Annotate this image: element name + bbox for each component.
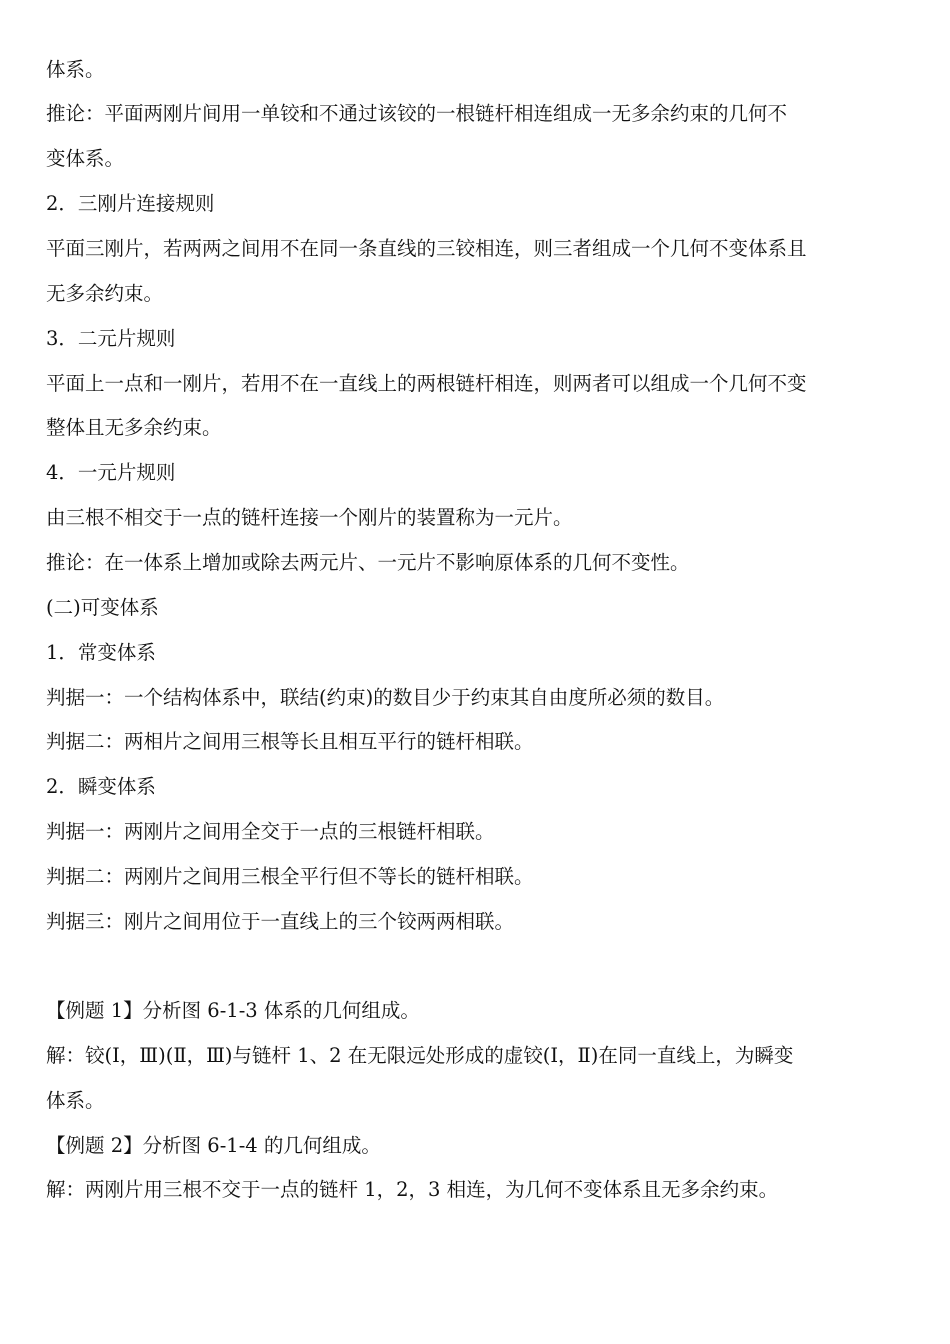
example-heading: 【例题 2】分析图 6-1-4 的几何组成。 — [46, 1134, 381, 1157]
section-heading: 3．二元片规则 — [46, 327, 176, 350]
example-heading: 【例题 1】分析图 6-1-3 体系的几何组成。 — [46, 999, 420, 1022]
text-line: 体系。 — [46, 58, 105, 81]
text-line: 体系。 — [46, 1089, 105, 1112]
text-line: 判据二：两刚片之间用三根全平行但不等长的链杆相联。 — [46, 865, 534, 888]
section-heading: 4．一元片规则 — [46, 461, 176, 484]
text-line: 解：铰(Ⅰ，Ⅲ)(Ⅱ，Ⅲ)与链杆 1、2 在无限远处形成的虚铰(Ⅰ，Ⅱ)在同一直线上，为瞬变 — [46, 1044, 794, 1067]
text-line: 无多余约束。 — [46, 282, 164, 305]
text-line: 推论：在一体系上增加或除去两元片、一元片不影响原体系的几何不变性。 — [46, 551, 690, 574]
text-line: 平面上一点和一刚片，若用不在一直线上的两根链杆相连，则两者可以组成一个几何不变 — [46, 372, 807, 395]
text-line: 判据二：两相片之间用三根等长且相互平行的链杆相联。 — [46, 730, 534, 753]
text-line: 推论：平面两刚片间用一单铰和不通过该铰的一根链杆相连组成一无多余约束的几何不 — [46, 102, 788, 125]
text-line: 判据三：刚片之间用位于一直线上的三个铰两两相联。 — [46, 910, 515, 933]
text-line: 解：两刚片用三根不交于一点的链杆 1，2，3 相连，为几何不变体系且无多余约束。 — [46, 1178, 779, 1201]
section-heading: (二)可变体系 — [46, 596, 159, 619]
section-heading: 2．三刚片连接规则 — [46, 192, 215, 215]
text-line: 判据一：一个结构体系中，联结(约束)的数目少于约束其自由度所必须的数目。 — [46, 686, 725, 709]
text-line: 由三根不相交于一点的链杆连接一个刚片的装置称为一元片。 — [46, 506, 573, 529]
section-heading: 1．常变体系 — [46, 641, 156, 664]
section-heading: 2．瞬变体系 — [46, 775, 156, 798]
text-line: 整体且无多余约束。 — [46, 416, 222, 439]
text-line: 判据一：两刚片之间用全交于一点的三根链杆相联。 — [46, 820, 495, 843]
text-line: 平面三刚片，若两两之间用不在同一条直线的三铰相连，则三者组成一个几何不变体系且 — [46, 237, 807, 260]
text-line: 变体系。 — [46, 147, 125, 170]
